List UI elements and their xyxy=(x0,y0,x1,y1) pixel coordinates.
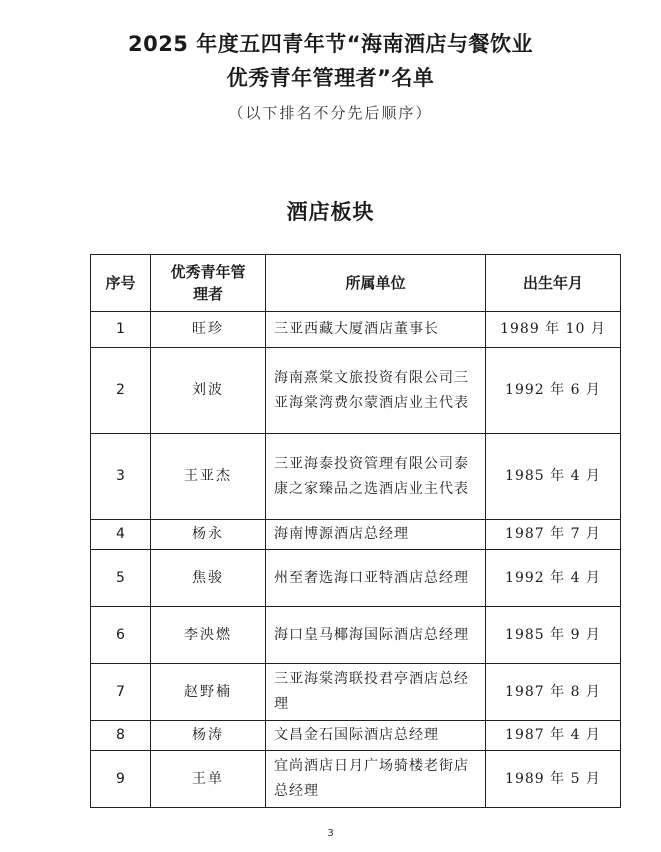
row-unit: 三亚海棠湾联投君亭酒店总经理 xyxy=(266,664,486,721)
row-index: 4 xyxy=(91,520,151,550)
table-row xyxy=(91,348,621,434)
row-birth: 1987 年 8 月 xyxy=(486,664,621,721)
row-birth: 1987 年 7 月 xyxy=(486,520,621,550)
row-unit: 州至奢选海口亚特酒店总经理 xyxy=(266,550,486,607)
row-name: 李泱燃 xyxy=(151,607,266,664)
row-index: 2 xyxy=(91,348,151,434)
table-row xyxy=(91,721,621,751)
row-name: 刘波 xyxy=(151,348,266,434)
row-unit: 三亚海泰投资管理有限公司泰康之家臻品之选酒店业主代表 xyxy=(266,434,486,520)
row-name: 旺珍 xyxy=(151,312,266,348)
row-name: 王亚杰 xyxy=(151,434,266,520)
table-row xyxy=(91,550,621,607)
row-name: 王单 xyxy=(151,751,266,808)
document-subtitle: （以下排名不分先后顺序） xyxy=(228,104,433,122)
row-index: 1 xyxy=(91,312,151,348)
row-name: 杨永 xyxy=(151,520,266,550)
row-birth: 1989 年 5 月 xyxy=(486,751,621,808)
header-birth: 出生年月 xyxy=(486,255,621,312)
table-row xyxy=(91,434,621,520)
table-row xyxy=(91,312,621,348)
table-row xyxy=(91,664,621,721)
row-birth: 1992 年 4 月 xyxy=(486,550,621,607)
header-unit: 所属单位 xyxy=(266,255,486,312)
row-birth: 1985 年 9 月 xyxy=(486,607,621,664)
row-index: 9 xyxy=(91,751,151,808)
header-index: 序号 xyxy=(91,255,151,312)
table-row xyxy=(91,520,621,550)
row-name: 赵野楠 xyxy=(151,664,266,721)
document-title-line-1: 2025 年度五四青年节“海南酒店与餐饮业 xyxy=(127,32,534,56)
row-index: 5 xyxy=(91,550,151,607)
row-birth: 1989 年 10 月 xyxy=(486,312,621,348)
table-row xyxy=(91,751,621,808)
table-header-row xyxy=(91,255,621,312)
row-name: 杨涛 xyxy=(151,721,266,751)
document-title-line-2: 优秀青年管理者”名单 xyxy=(226,66,435,90)
row-birth: 1987 年 4 月 xyxy=(486,721,621,751)
row-birth: 1992 年 6 月 xyxy=(486,348,621,434)
row-index: 6 xyxy=(91,607,151,664)
table-row xyxy=(91,607,621,664)
row-unit: 文昌金石国际酒店总经理 xyxy=(266,721,486,751)
row-birth: 1985 年 4 月 xyxy=(486,434,621,520)
row-index: 8 xyxy=(91,721,151,751)
row-unit: 海口皇马椰海国际酒店总经理 xyxy=(266,607,486,664)
row-unit: 海南熹棠文旅投资有限公司三亚海棠湾费尔蒙酒店业主代表 xyxy=(266,348,486,434)
row-index: 3 xyxy=(91,434,151,520)
row-name: 焦骏 xyxy=(151,550,266,607)
row-index: 7 xyxy=(91,664,151,721)
header-name: 优秀青年管理者 xyxy=(151,255,266,312)
row-unit: 海南博源酒店总经理 xyxy=(266,520,486,550)
section-title: 酒店板块 xyxy=(286,200,375,224)
row-unit: 三亚西藏大厦酒店董事长 xyxy=(266,312,486,348)
row-unit: 宜尚酒店日月广场骑楼老街店总经理 xyxy=(266,751,486,808)
page-number: 3 xyxy=(327,828,334,839)
honoree-table xyxy=(90,254,621,808)
